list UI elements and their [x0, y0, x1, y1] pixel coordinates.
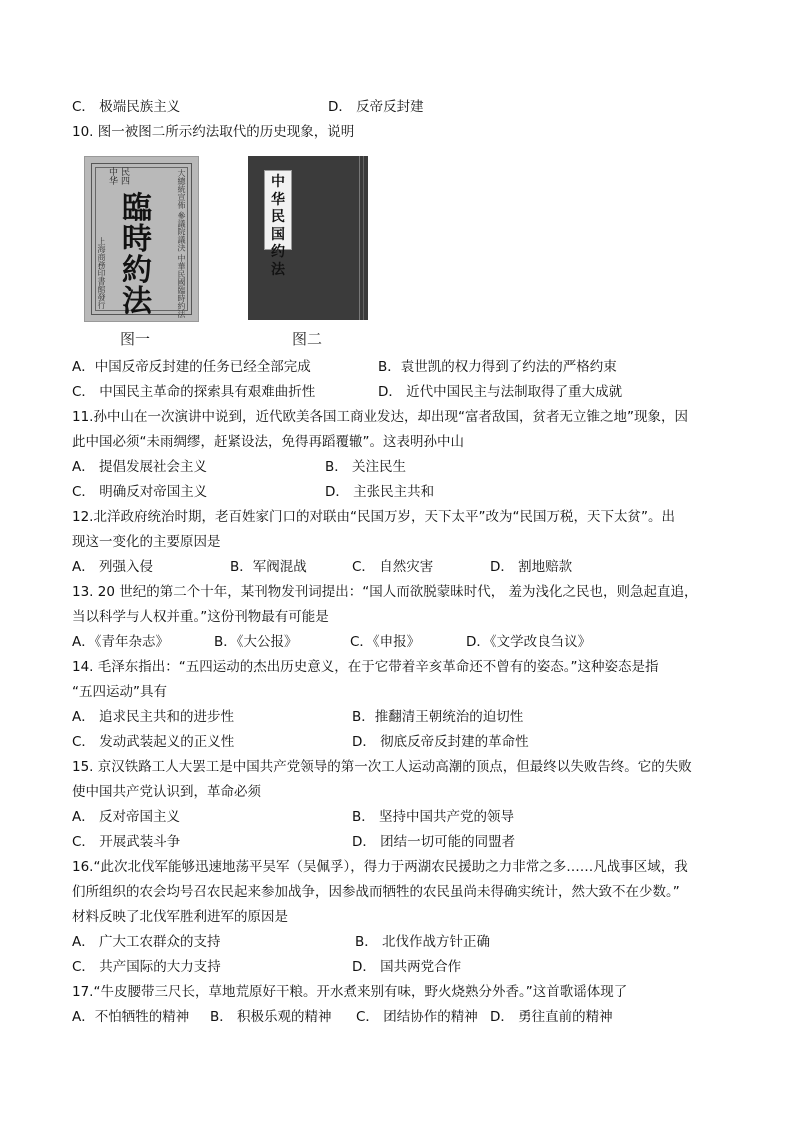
fig2-title: 中华民国约法	[271, 174, 285, 278]
figure-1-provisional-constitution-cover	[84, 156, 199, 322]
fig1-top-text-a: 中华	[107, 167, 117, 185]
q10-option-a: A．中国反帝反封建的任务已经全部完成	[72, 359, 311, 375]
q17-stem-line1: 17.“牛皮腰带三尺长，草地荒原好干粮。开水煮来别有味，野火烧熟分外香。”这首歌谣体现了	[72, 984, 628, 1000]
q11-stem-line1: 11.孙中山在一次演讲中说到，近代欧美各国工商业发达，却出现“富者敌国，贫者无立锥之地”现象，因	[72, 409, 688, 425]
q15-option-c: C． 开展武装斗争	[72, 834, 181, 850]
figure-2-caption: 图二	[292, 330, 323, 348]
q17-option-b: B． 积极乐观的精神	[210, 1009, 332, 1025]
q11-option-c: C． 明确反对帝国主义	[72, 484, 208, 500]
q13-stem-line2: 当以科学与人权并重。”这份刊物最有可能是	[72, 609, 329, 625]
q13-option-c: C．《申报》	[350, 634, 421, 650]
fig1-side-text: 大總統宣佈 參議院議決 中華民國臨時約法	[177, 169, 186, 319]
q15-option-a: A． 反对帝国主义	[72, 809, 181, 825]
q16-option-c: C． 共产国际的大力支持	[72, 959, 221, 975]
q16-stem-line2: 们所组织的农会均号召农民起来参加战争，因参战而牺牲的农民虽尚未得确实统计，然大致不在少数。”	[72, 884, 680, 900]
q9-option-c: C． 极端民族主义	[72, 99, 181, 115]
q13-option-a: A．《青年杂志》	[72, 634, 169, 650]
q12-stem-line2: 现这一变化的主要原因是	[72, 534, 221, 550]
q14-option-d: D． 彻底反帝反封建的革命性	[352, 734, 529, 750]
q12-stem-line1: 12.北洋政府统治时期，老百姓家门口的对联由“民国万岁，天下太平”改为“民国万税，天下太贫”。出	[72, 509, 675, 525]
q16-stem-line1: 16.“此次北伐军能够迅速地荡平吴军（吴佩孚），得力于两湖农民援助之力非常之多……凡战事区域，我	[72, 859, 688, 875]
q15-stem-line2: 使中国共产党认识到，革命必须	[72, 784, 261, 800]
q17-option-d: D． 勇往直前的精神	[490, 1009, 613, 1025]
q15-option-b: B． 坚持中国共产党的领导	[352, 809, 515, 825]
q11-option-a: A． 提倡发展社会主义	[72, 459, 208, 475]
q10-option-d: D． 近代中国民主与法制取得了重大成就	[378, 384, 623, 400]
q12-option-b: B．军阀混战	[230, 559, 307, 575]
q11-option-b: B． 关注民生	[325, 459, 407, 475]
q17-option-c: C． 团结协作的精神	[356, 1009, 478, 1025]
q14-stem-line2: “五四运动”具有	[72, 684, 167, 700]
q14-option-b: B．推翻清王朝统治的迫切性	[352, 709, 524, 725]
q15-option-d: D． 团结一切可能的同盟者	[352, 834, 516, 850]
fig1-publisher: 上海商務印書館發行	[97, 237, 106, 309]
figure-2-constitution-book	[248, 156, 368, 320]
q14-option-a: A． 追求民主共和的进步性	[72, 709, 235, 725]
q13-option-b: B．《大公报》	[214, 634, 298, 650]
figure-1-caption: 图一	[120, 330, 151, 348]
q13-option-d: D．《文学改良刍议》	[466, 634, 592, 650]
fig1-top-text-b: 民四	[119, 167, 129, 185]
q12-option-c: C． 自然灾害	[352, 559, 434, 575]
q16-option-b: B． 北伐作战方针正确	[355, 934, 491, 950]
q12-option-d: D． 割地赔款	[490, 559, 573, 575]
q9-option-d: D． 反帝反封建	[328, 99, 424, 115]
q15-stem-line1: 15. 京汉铁路工人大罢工是中国共产党领导的第一次工人运动高潮的顶点，但最终以失败告终。它的失败	[72, 759, 692, 775]
q11-option-d: D． 主张民主共和	[325, 484, 435, 500]
q12-option-a: A． 列强入侵	[72, 559, 154, 575]
q17-option-a: A．不怕牺牲的精神	[72, 1009, 190, 1025]
q10-stem: 10. 图一被图二所示约法取代的历史现象，说明	[72, 124, 355, 140]
q16-option-a: A． 广大工农群众的支持	[72, 934, 221, 950]
q16-option-d: D． 国共两党合作	[352, 959, 462, 975]
q10-option-b: B．袁世凯的权力得到了约法的严格约束	[378, 359, 617, 375]
fig2-title-label	[264, 170, 292, 278]
q14-stem-line1: 14. 毛泽东指出：“五四运动的杰出历史意义，在于它带着辛亥革命还不曾有的姿态。”这种姿态是指	[72, 659, 659, 675]
q16-stem-line3: 材料反映了北伐军胜利进军的原因是	[72, 909, 288, 925]
q14-option-c: C． 发动武装起义的正义性	[72, 734, 235, 750]
q11-stem-line2: 此中国必须“未雨绸缪，赶紧设法，免得再蹈覆辙”。这表明孙中山	[72, 434, 464, 450]
fig1-title: 臨時約法	[122, 191, 152, 319]
q13-stem-line1: 13. 20 世纪的第二个十年，某刊物发刊词提出：“国人而欲脱蒙昧时代， 羞为浅化之民也，则急起直追，	[72, 584, 698, 600]
q10-option-c: C． 中国民主革命的探索具有艰难曲折性	[72, 384, 316, 400]
